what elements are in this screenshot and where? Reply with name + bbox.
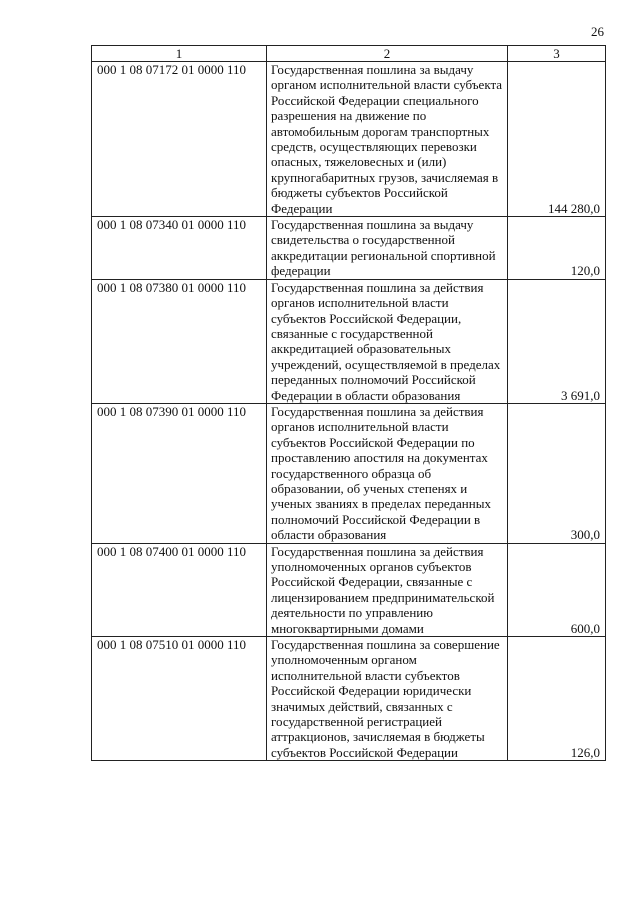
budget-code-cell: 000 1 08 07390 01 0000 110 — [92, 403, 267, 543]
amount-cell: 120,0 — [508, 217, 606, 280]
column-header-1: 1 — [92, 46, 267, 62]
amount-cell: 144 280,0 — [508, 62, 606, 217]
page-number: 26 — [591, 24, 604, 39]
budget-code-cell: 000 1 08 07400 01 0000 110 — [92, 543, 267, 636]
table-row — [92, 62, 606, 217]
table-header-row — [92, 46, 606, 62]
budget-code-cell: 000 1 08 07510 01 0000 110 — [92, 637, 267, 761]
table-row — [92, 403, 606, 543]
amount-cell: 3 691,0 — [508, 279, 606, 403]
budget-code-cell: 000 1 08 07380 01 0000 110 — [92, 279, 267, 403]
column-header-3: 3 — [508, 46, 606, 62]
table-row — [92, 217, 606, 280]
table-row — [92, 543, 606, 636]
revenue-name-cell: Государственная пошлина за выдачу свидетельства о государственной аккредитации региональной спортивной федерации — [267, 217, 508, 280]
revenue-name-cell: Государственная пошлина за действия органов исполнительной власти субъектов Российской Федерации, связанные с государственной аккредитацией образовательных учреждений, осуществляемой в пределах переданных полномочий Российской Федерации в области образования — [267, 279, 508, 403]
revenue-name-cell: Государственная пошлина за действия органов исполнительной власти субъектов Российской Федерации по проставлению апостиля на документах государственного образца об образовании, об ученых степенях и ученых званиях в пределах переданных полномочий Российской Федерации в области образования — [267, 403, 508, 543]
amount-cell: 126,0 — [508, 637, 606, 761]
table-row — [92, 637, 606, 761]
revenue-name-cell: Государственная пошлина за совершение уполномоченным органом исполнительной власти субъектов Российской Федерации юридически значимых действий, связанных с государственной регистрацией аттракционов, зачисляемая в бюджеты субъектов Российской Федерации — [267, 637, 508, 761]
revenue-name-cell: Государственная пошлина за выдачу органом исполнительной власти субъекта Российской Федерации специального разрешения на движение по автомобильным дорогам транспортных средств, осуществляющих перевозки опасных, тяжеловесных и (или) крупногабаритных грузов, зачисляемая в бюджеты субъектов Российской Федерации — [267, 62, 508, 217]
table-row — [92, 279, 606, 403]
revenue-name-cell: Государственная пошлина за действия уполномоченных органов субъектов Российской Федерации, связанные с лицензированием предпринимательской деятельности по управлению многоквартирными домами — [267, 543, 508, 636]
amount-cell: 600,0 — [508, 543, 606, 636]
amount-cell: 300,0 — [508, 403, 606, 543]
budget-code-cell: 000 1 08 07172 01 0000 110 — [92, 62, 267, 217]
column-header-2: 2 — [267, 46, 508, 62]
budget-revenue-table — [91, 45, 606, 761]
budget-code-cell: 000 1 08 07340 01 0000 110 — [92, 217, 267, 280]
